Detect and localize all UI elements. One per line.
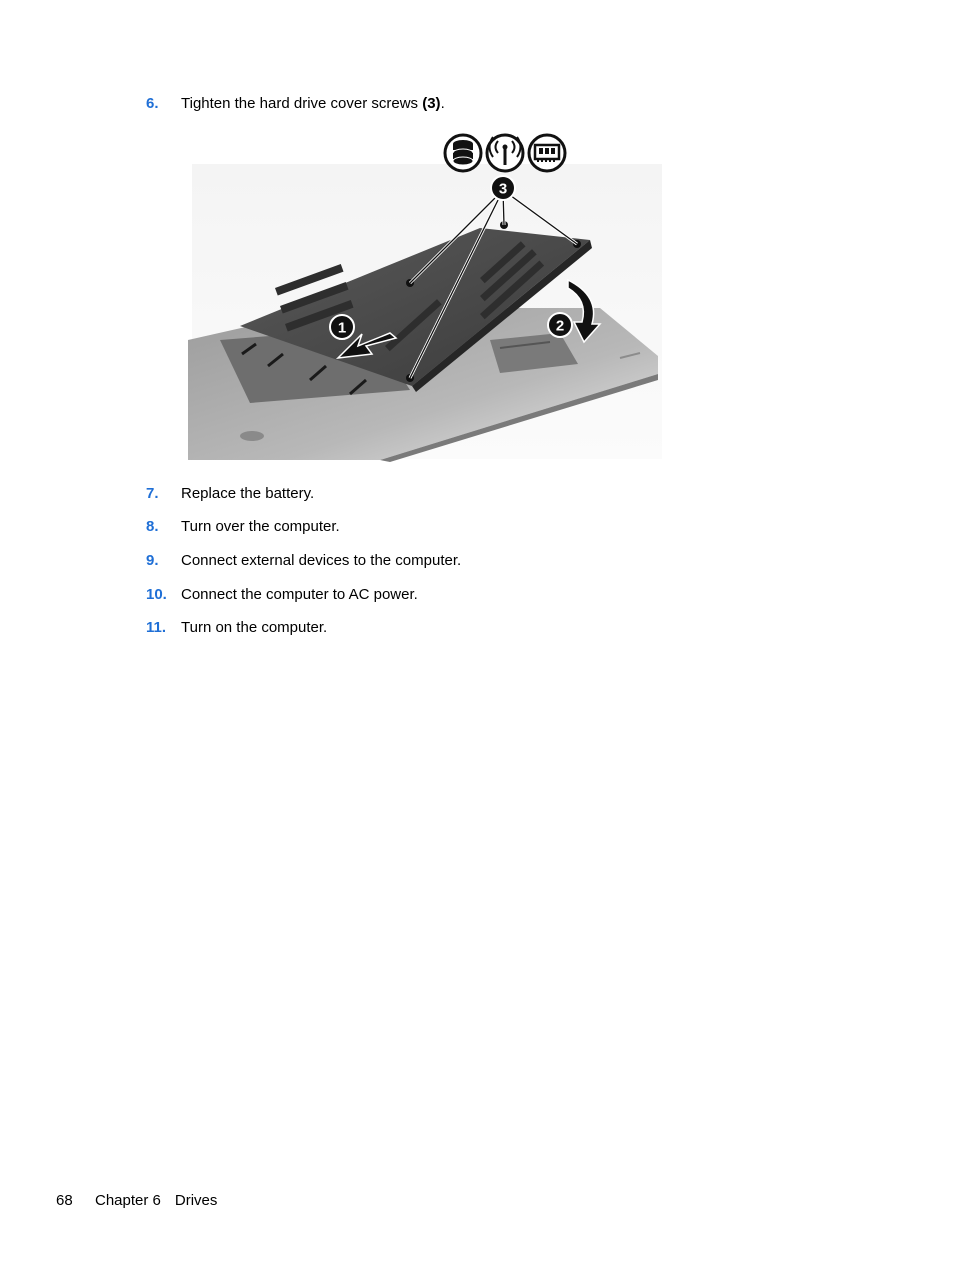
step-text: Replace the battery. — [181, 485, 315, 502]
hard-drive-cover-illustration — [180, 128, 670, 463]
hard-drive-icon — [445, 135, 481, 171]
callout-3-label: 3 — [498, 180, 508, 198]
callout-1 — [330, 315, 354, 339]
step-number: 11. — [146, 619, 167, 636]
step-text: Connect the computer to AC power. — [181, 586, 418, 603]
memory-module-icon — [529, 135, 565, 171]
step-number: 6. — [146, 95, 159, 112]
wireless-icon — [487, 135, 523, 171]
chapter-label: Chapter 6 — [95, 1192, 161, 1209]
step-text: Turn over the computer. — [181, 518, 340, 535]
section-label: Drives — [174, 1192, 218, 1209]
callout-2 — [548, 313, 572, 337]
step-number: 10. — [146, 586, 167, 603]
step-text — [181, 93, 445, 115]
step-number: 9. — [146, 552, 159, 569]
step-number: 7. — [146, 485, 159, 502]
callout-ref: (3) — [422, 95, 441, 112]
step-text: Connect external devices to the computer. — [181, 552, 462, 569]
page-number: 68 — [56, 1192, 73, 1209]
callout-2-label: 2 — [555, 317, 565, 335]
step-text-suffix: . — [440, 95, 445, 112]
step-number: 8. — [146, 518, 159, 535]
step-text: Turn on the computer. — [181, 619, 328, 636]
callout-3 — [491, 176, 515, 200]
step-text-main: Tighten the hard drive cover screws — [181, 95, 423, 112]
page-footer — [56, 1190, 217, 1212]
callout-1-label: 1 — [337, 319, 347, 337]
